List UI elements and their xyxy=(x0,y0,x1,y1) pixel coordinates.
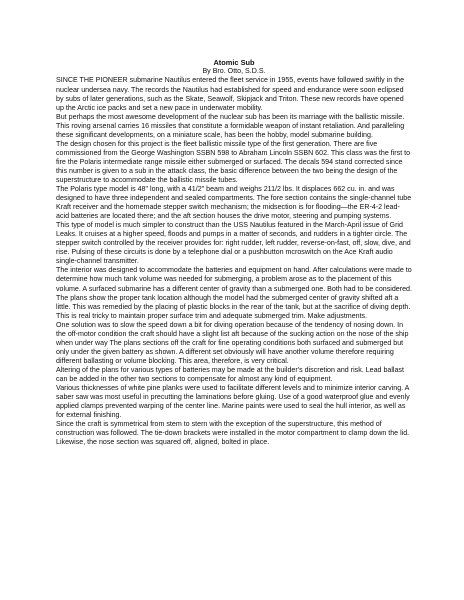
paragraph-4: The Polaris type model is 48" long, with a 41/2" beam and weighs 211/2 lbs. It displaces 662 cu. in. and was designed to have three independent and sealed compartments. The fore section contains the single-channel tube Kraft receiver and the homemade stepper switch mechanism; the midsection is for flooding—the ER-4-2 lead-acid batteries are located there; and the aft section houses the drive motor, steering and pumping systems. xyxy=(56,185,412,221)
paragraph-10: Since the craft is symmetrical from stem to stern with the exception of the superstructure, this method of construction was followed. The tie-down brackets were installed in the motor compartment to clamp down the lid. Likewise, the nose section was squared off, aligned, bolted in place. xyxy=(56,420,410,447)
paragraph-7: One solution was to slow the speed down a bit for diving operation because of the tendency of nosing down. In the off-motor condition the craft should have a slight list aft because of the sucking action on the nose of the ship when under way The plans sections off the craft for fine operating conditions both surfaced and submerged but only under the given battery as shown. A different set obviously will have another volume therefore requiring different ballasting or volume blocking. This area, therefore, is very critical. xyxy=(56,320,409,365)
paragraph-9: Various thicknesses of white pine planks were used to facilitate different levels and to minimize interior carving. A saber saw was most useful in precutting the laminations before gluing. Use of a good waterproof glue and evenly applied clamps prevented warping of the center line. Marine paints were used to seal the hull interior, as well as for external finishing. xyxy=(56,384,410,420)
document-page xyxy=(56,58,412,447)
paragraph-8: Altering of the plans for various types of batteries may be made at the builder's discretion and risk. Lead ballast can be added in the other two sections to compensate for almost any kind of equipment. xyxy=(56,365,404,383)
paragraph-5: This type of model is much simpler to construct than the USS Nautilus featured in the March-April issue of Grid Leaks. It cruises at a higher speed, floods and pumps in a matter of seconds, and rudders in a tighter circle. The stepper switch controlled by the receiver provides for: right rudder, left rudder, reverse-on-fast, off, slow, dive, and rise. Pulsing of these circuits is done by a telephone dial or a pushbutton mcroswitch on the Ace Kraft audio single-channel transmitter. xyxy=(56,221,411,266)
paragraph-2: But perhaps the most awesome development of the nuclear sub has been its marriage with the ballistic missile. This roving arsenal carries 16 missiles that constitute a formidable weapon of instant retaliation. And paralleling these significant developments, on a miniature scale, has been the hobby, model submarine building. xyxy=(56,112,405,139)
document-title: Atomic Sub xyxy=(213,58,255,67)
paragraph-1: SINCE THE PIONEER submarine Nautilus entered the fleet service in 1955, events have followed swiftly in the nuclear undersea navy. The records the Nautilus had established for speed and endurance were soon eclipsed by subs of later generations, such as the Skate, Seawolf, Skipjack and Triton. These new records have opened up the Arctic ice packs and set a new pace in underwater mobility. xyxy=(56,76,405,112)
document-byline: By Bro. Otto, S.D.S. xyxy=(202,67,266,76)
paragraph-3: The design chosen for this project is the fleet ballistic missile type of the first generation. There are five commissioned from the George Washington SSBN 598 to Abraham Lincoln SSBN 602. This class was the first to fire the Polaris intermediate range missile either submerged or surfaced. The decals 594 stand corrected since this number is given to a sub in the attack class, the basic difference between the two being the design of the superstructure to accommodate the ballistic missile tubes. xyxy=(56,139,411,184)
paragraph-6: The interior was designed to accommodate the batteries and equipment on hand. After calculations were made to determine how much tank volume was needed for submerging, a problem arose as to the placement of this volume. A surfaced submarine has a different center of gravity than a submerged one. Both had to be considered. The plans show the proper tank location although the model had the submerged center of gravity shifted aft a little. This was remedied by the placing of plastic blocks in the rear of the tank, but at the sacrifice of diving depth. This is real tricky to maintain proper surface trim and adequate submerged trim. Make adjustments. xyxy=(56,266,412,320)
